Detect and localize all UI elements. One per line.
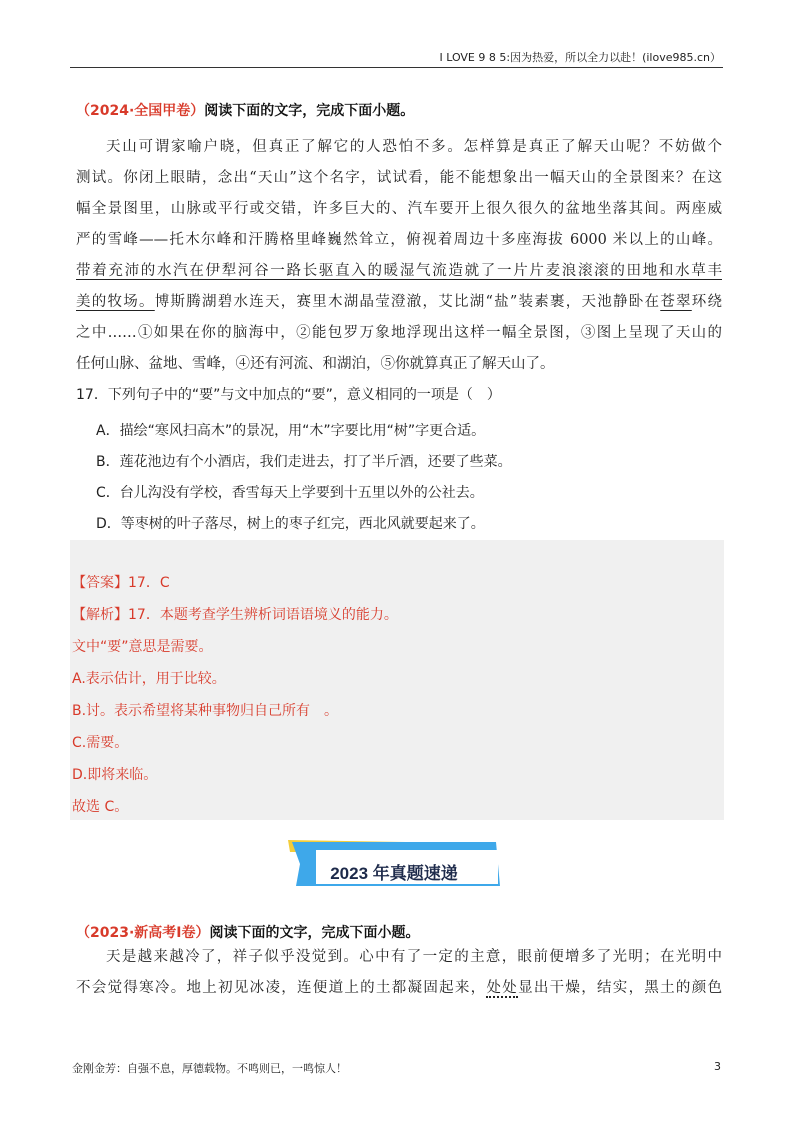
option-c: C．台儿沟没有学校，香雪每天上学要到十五里以外的公社去。 [96, 485, 484, 501]
passage-line [76, 256, 722, 287]
passage-text: 环绕 [691, 294, 723, 310]
passage-line [76, 287, 722, 318]
underlined-sentence-end: 美的牧场。 [76, 294, 155, 310]
page-header: I LOVE 9 8 5:因为热爱，所以全力以赴！(ilove985.cn） [439, 51, 721, 64]
passage-line: 天山可谓家喻户晓，但真正了解它的人恐怕不多。怎样算是真正了解天山呢？不妨做个 [106, 139, 722, 155]
analysis-text: 文中“要”意思是需要。 [72, 639, 213, 655]
exam-source-tag: （2023·新高考Ⅰ卷） [76, 925, 210, 941]
analysis-text: A.表示估计，用于比较。 [72, 671, 226, 687]
passage-text: 博斯腾湖碧水连天，赛里木湖晶莹澄澈，艾比湖“盐”装素裹，天池静卧在 [154, 294, 661, 310]
option-a: A．描绘“寒风扫高木”的景况，用“木”字要比用“树”字更合适。 [96, 423, 486, 439]
footer-motto: 金刚金芳：自强不息，厚德载物。不鸣则已，一鸣惊人！ [72, 1062, 347, 1075]
analysis-text: 故选 C。 [72, 799, 129, 815]
analysis-text: D.即将来临。 [72, 767, 158, 783]
option-d: D．等枣树的叶子落尽，树上的枣子红完，西北风就要起来了。 [96, 516, 485, 532]
instruction-text: 阅读下面的文字，完成下面小题。 [204, 103, 415, 119]
option-b: B．莲花池边有个小酒店，我们走进去，打了半斤酒，还要了些菜。 [96, 454, 512, 470]
page-number: 3 [714, 1060, 721, 1073]
dotted-emphasis-word: 处处 [486, 980, 519, 996]
reading-passage [76, 132, 722, 380]
passage-line: 天是越来越冷了，祥子似乎没觉到。心中有了一定的主意，眼前便增多了光明；在光明中 [106, 949, 722, 965]
instruction-text: 阅读下面的文字，完成下面小题。 [209, 925, 420, 941]
analysis-line: 【解析】17．本题考查学生辨析词语语境义的能力。 [72, 607, 398, 623]
reading-passage-2 [76, 942, 722, 1004]
passage-line: 严的雪峰——托木尔峰和汗腾格里峰巍然耸立，俯视着周边十多座海拔 6000 米以上的山峰。 [76, 232, 722, 248]
passage-line [76, 973, 722, 1004]
section-heading-2024 [76, 100, 414, 120]
header-rule [70, 67, 723, 68]
passage-line: 之中……①如果在你的脑海中，②能包罗万象地浮现出这样一幅全景图，③图上呈现了天山的 [76, 325, 722, 341]
passage-text: 显出干燥，结实，黑土的颜色 [518, 980, 723, 996]
answer-line: 【答案】17．C [72, 575, 170, 591]
analysis-text: C.需要。 [72, 735, 129, 751]
exam-source-tag: （2024·全国甲卷） [76, 103, 205, 119]
underlined-sentence: 带着充沛的水汽在伊犁河谷一路长驱直入的暖湿气流造就了一片片麦浪滚滚的田地和水草丰 [76, 263, 722, 279]
passage-line: 幅全景图里，山脉或平行或交错，许多巨大的、汽车要开上很久很久的盆地坐落其间。两座威 [76, 201, 722, 217]
passage-text: 不会觉得寒冷。地上初见冰凌，连便道上的土都凝固起来， [76, 980, 487, 996]
analysis-text: B.讨。表示希望将某种事物归自己所有 。 [72, 703, 339, 719]
passage-line: 测试。你闭上眼睛，念出“天山”这个名字，试试看，能不能想象出一幅天山的全景图来？在这 [76, 170, 722, 186]
underlined-word: 苍翠 [660, 294, 692, 310]
section-heading-2023 [76, 922, 420, 942]
section-banner [286, 838, 502, 888]
question-stem: 17．下列句子中的“要”与文中加点的“要”，意义相同的一项是（ ） [76, 387, 501, 403]
passage-line: 任何山脉、盆地、雪峰，④还有河流、和湖泊，⑤你就算真正了解天山了。 [76, 356, 555, 372]
banner-title: 2023 年真题速递 [330, 864, 458, 883]
